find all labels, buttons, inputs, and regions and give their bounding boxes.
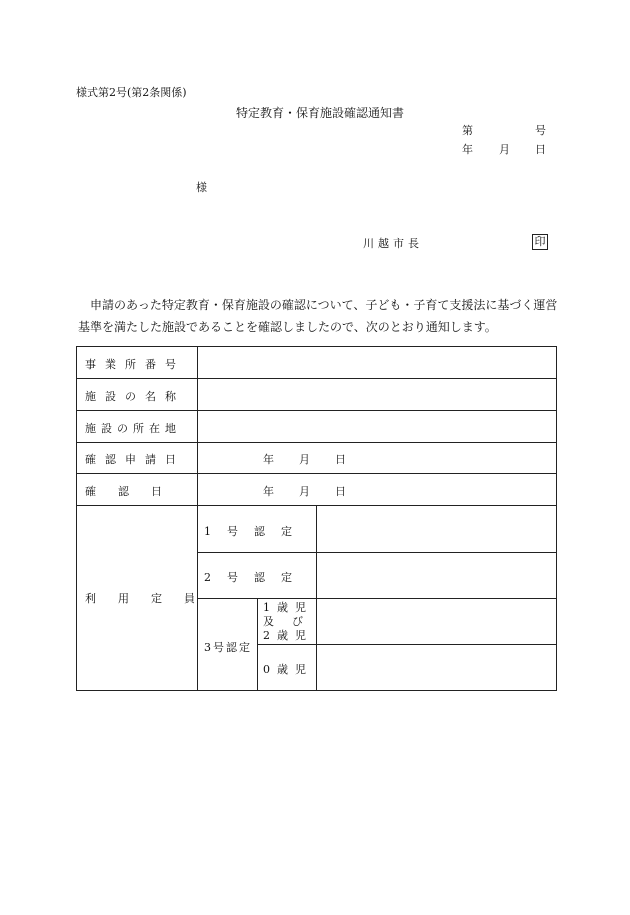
- row-label-application-date: [85, 451, 189, 467]
- row-label-office-number: [85, 356, 189, 372]
- issue-number-suffix: 号: [535, 124, 546, 137]
- application-date-day: 日: [335, 453, 346, 466]
- confirmation-table: [76, 346, 557, 691]
- label-text: 確認日: [85, 485, 184, 498]
- type3-certification-label: 3号認定: [204, 641, 252, 654]
- form-number: 様式第2号(第2条関係): [76, 86, 187, 99]
- issue-month: 月: [499, 143, 510, 156]
- application-date-month: 月: [299, 453, 310, 466]
- issue-number-prefix: 第: [462, 124, 473, 137]
- type1-certification-label: 1号認定: [204, 525, 308, 538]
- age-1-2-label-line1: 1歳児: [263, 601, 313, 614]
- label-text: 施設の所在地: [85, 422, 181, 435]
- row-label-facility-address: [85, 420, 189, 436]
- capacity-label: 利用定員: [85, 592, 217, 605]
- label-text: 事業所番号: [85, 358, 185, 371]
- age-1-2-label-line2: 及び: [263, 615, 321, 628]
- label-text: 施設の名称: [85, 390, 185, 403]
- issue-year: 年: [462, 143, 473, 156]
- age-0-label: 0歳児: [263, 663, 313, 676]
- confirmation-date-year: 年: [263, 485, 274, 498]
- type2-certification-label: 2号認定: [204, 571, 308, 584]
- issuer-mayor: 川越市長: [363, 237, 423, 250]
- confirmation-date-day: 日: [335, 485, 346, 498]
- document-title: 特定教育・保育施設確認通知書: [236, 106, 405, 120]
- row-label-facility-name: [85, 388, 189, 404]
- label-text: 確認申請日: [85, 453, 185, 466]
- row-label-confirmation-date: [85, 483, 189, 499]
- issue-day: 日: [535, 143, 546, 156]
- seal-stamp: 印: [532, 234, 548, 250]
- age-1-2-label-line3: 2歳児: [263, 629, 313, 642]
- recipient-honorific: 様: [196, 181, 207, 194]
- body-text: 申請のあった特定教育・保育施設の確認について、子ども・子育て支援法に基づく運営基準を満たした施設であることを確認しましたので、次のとおり通知します。: [78, 298, 558, 334]
- application-date-year: 年: [263, 453, 274, 466]
- confirmation-date-month: 月: [299, 485, 310, 498]
